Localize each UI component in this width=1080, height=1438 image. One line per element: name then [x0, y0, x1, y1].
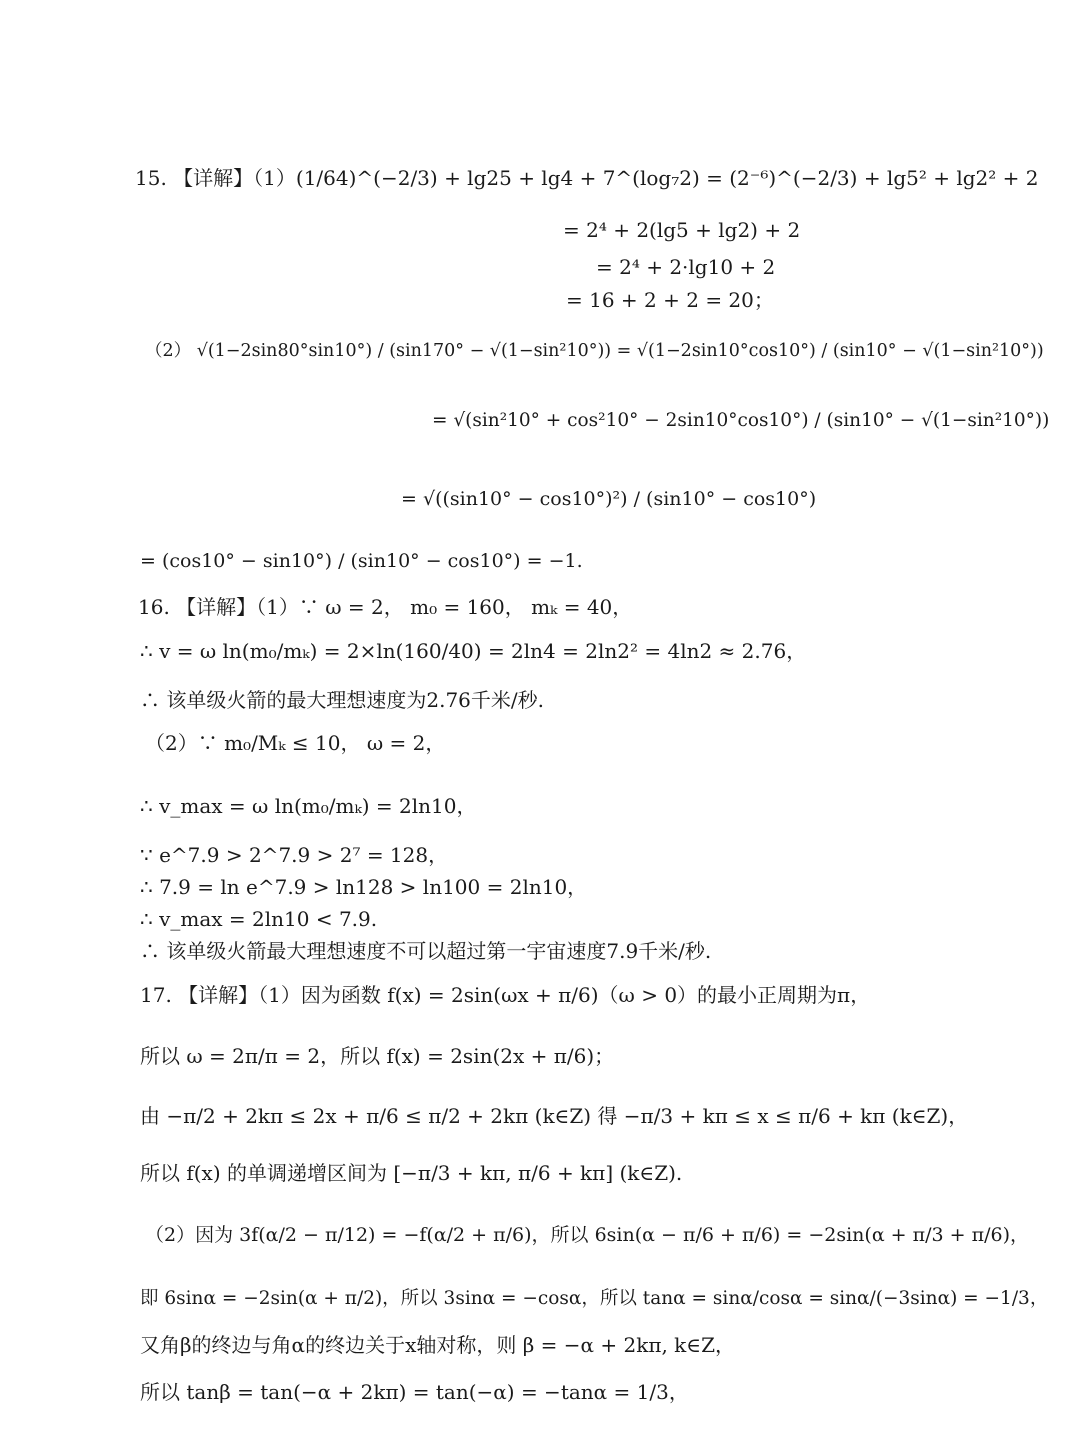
q16-part1-line1: 16. 【详解】（1）∵ ω = 2， m₀ = 160， mₖ = 40， — [138, 595, 633, 619]
q15-part1-line4: = 16 + 2 + 2 = 20； — [566, 288, 774, 312]
q17-part2-line2: 即 6sinα = −2sin(α + π/2)，所以 3sinα = −cosα，所以 tanα = sinα/cosα = sinα/(−3sinα) = −1/3， — [140, 1288, 1049, 1309]
q17-part1-line2: 所以 ω = 2π/π = 2，所以 f(x) = 2sin(2x + π/6)； — [140, 1044, 615, 1068]
q16-part1-line3: ∴ 该单级火箭的最大理想速度为2.76千米/秒. — [140, 688, 544, 712]
q16-part2-line1: （2）∵ m₀/Mₖ ≤ 10， ω = 2， — [145, 731, 446, 755]
q15-part1-line3: = 2⁴ + 2·lg10 + 2 — [596, 255, 776, 279]
q15-part2-line3: = √((sin10° − cos10°)²) / (sin10° − cos10°) — [401, 488, 817, 510]
q17-part2-line1: （2）因为 3f(α/2 − π/12) = −f(α/2 + π/6)，所以 6sin(α − π/6 + π/6) = −2sin(α + π/3 + π/6)， — [145, 1224, 1030, 1246]
q15-part2-line2: = √(sin²10° + cos²10° − 2sin10°cos10°) / (sin10° − √(1−sin²10°)) — [432, 410, 1050, 431]
q15-part1-line2: = 2⁴ + 2(lg5 + lg2) + 2 — [563, 218, 801, 242]
q15-part1-line1: 15. 【详解】（1）(1/64)^(−2/3) + lg25 + lg4 + 7^(log₇2) = (2⁻⁶)^(−2/3) + lg5² + lg2² + 2 — [135, 166, 1039, 190]
q16-part2-line3: ∵ e^7.9 > 2^7.9 > 2⁷ = 128， — [140, 843, 449, 867]
q16-part2-line6: ∴ 该单级火箭最大理想速度不可以超过第一宇宙速度7.9千米/秒. — [140, 939, 712, 963]
q16-part1-line2: ∴ v = ω ln(m₀/mₖ) = 2×ln(160/40) = 2ln4 = 2ln2² = 4ln2 ≈ 2.76， — [140, 639, 807, 663]
q17-part2-line3: 又角β的终边与角α的终边关于x轴对称，则 β = −α + 2kπ, k∈Z， — [140, 1333, 735, 1357]
q15-part2-line1: （2） √(1−2sin80°sin10°) / (sin170° − √(1−sin²10°)) = √(1−2sin10°cos10°) / (sin10° − √(1−sin²10°)) — [145, 341, 1044, 361]
q16-part2-line2: ∴ v_max = ω ln(m₀/mₖ) = 2ln10， — [140, 794, 477, 818]
q16-part2-line4: ∴ 7.9 = ln e^7.9 > ln128 > ln100 = 2ln10， — [140, 875, 588, 899]
q17-part2-line4: 所以 tanβ = tan(−α + 2kπ) = tan(−α) = −tanα = 1/3， — [140, 1380, 689, 1404]
q15-part2-line4: = (cos10° − sin10°) / (sin10° − cos10°) = −1. — [140, 550, 583, 572]
q17-part1-line1: 17. 【详解】（1）因为函数 f(x) = 2sin(ωx + π/6)（ω > 0）的最小正周期为π， — [140, 983, 871, 1007]
q17-part1-line3: 由 −π/2 + 2kπ ≤ 2x + π/6 ≤ π/2 + 2kπ (k∈Z) 得 −π/3 + kπ ≤ x ≤ π/6 + kπ (k∈Z)， — [140, 1104, 969, 1128]
q16-part2-line5: ∴ v_max = 2ln10 < 7.9. — [140, 907, 378, 931]
q17-part1-line4: 所以 f(x) 的单调递增区间为 [−π/3 + kπ, π/6 + kπ] (k∈Z). — [140, 1161, 683, 1185]
